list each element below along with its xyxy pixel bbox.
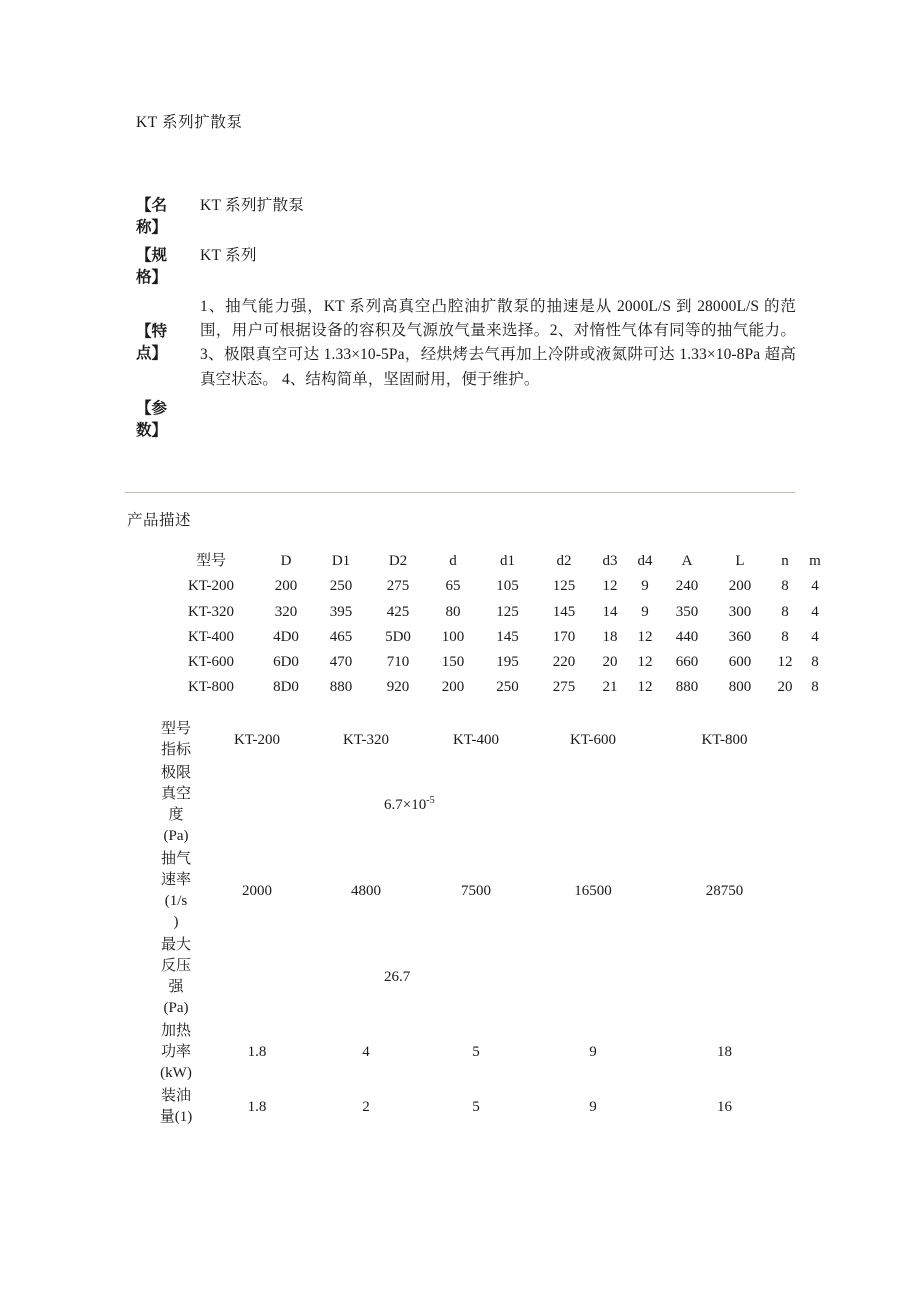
spec-cell: 4 [362,1044,370,1060]
spec-row-label-line: (kW) [160,1065,192,1081]
spec-cell: 2 [362,1098,370,1115]
spec-merged-cell [202,762,795,848]
spec-cell: 5 [472,1044,480,1060]
dim-cell: KT-800 [187,679,235,696]
table-row [163,574,828,599]
dim-cell: 320 [274,603,298,620]
dim-header-D2: D2 [388,553,408,569]
product-info-block [136,195,796,448]
dim-cell: 5D0 [385,628,411,645]
spec-merged-value-exponent: -5 [426,794,435,806]
dim-header-d: d [449,553,457,569]
spec-row-label-line: 速率 [160,872,191,888]
spec-row-label [150,848,202,934]
spec-row-pumping-speed [150,848,795,934]
dim-cell: 200 [274,578,298,595]
spec-cell: 28750 [705,882,744,899]
dim-cell: 240 [675,578,699,595]
dim-cell: 200 [728,578,752,595]
spec-row-label-line: (1/s [164,893,188,909]
spec-row-label-line: 度 [168,807,184,823]
dim-cell: 440 [675,628,699,645]
spec-row-label [150,934,202,1020]
spec-row-label-line: 极限 [160,765,191,781]
spec-row-oil-charge [150,1085,795,1129]
dim-header-A: A [681,553,693,569]
dim-cell: 12 [637,679,653,696]
info-row-features [136,295,796,392]
spec-model-header: KT-400 [452,731,500,748]
dim-header-L: L [735,553,745,569]
dim-cell: 9 [641,578,649,595]
spec-row-label-line: 装油 [160,1088,191,1104]
dim-cell: 18 [602,628,618,645]
dim-cell: 8 [811,679,819,696]
spec-cell: 16500 [574,882,612,899]
dim-cell: 300 [728,603,752,620]
dim-cell: KT-400 [187,628,235,645]
spec-merged-value-base: 6.7×10 [384,796,427,813]
dim-cell: 145 [552,603,576,620]
spec-merged-value [202,795,795,816]
dim-cell: 105 [496,578,519,595]
spec-cell: 1.8 [247,1098,267,1115]
dim-cell: 125 [552,578,576,595]
dim-cell: 880 [675,679,699,696]
spec-row-label [150,1085,202,1129]
dim-cell: 600 [728,654,752,670]
dim-cell: 150 [441,654,465,670]
dim-cell: 14 [602,603,618,620]
dim-cell: 350 [675,603,699,620]
spec-corner-label-line: 型号 [160,721,191,737]
spec-row-label-line: (Pa) [163,828,189,844]
spec-cell: 9 [589,1044,597,1060]
dim-cell: 8 [811,654,819,670]
dim-cell: 12 [637,628,653,645]
dim-cell: 4 [811,578,819,595]
spec-row-label-line: 功率 [160,1044,191,1060]
dim-header-D1: D1 [331,553,351,569]
dim-header-m: m [809,553,821,569]
dim-cell: KT-200 [187,578,235,595]
spec-row-label-line: 最大 [160,937,191,953]
dim-cell: 100 [441,628,465,645]
dim-cell: 9 [641,603,649,620]
spec-model-header: KT-320 [342,731,390,748]
table-row [163,600,828,625]
dim-cell: 275 [552,679,576,696]
spec-model-header: KT-600 [569,731,617,748]
spec-row-label-line: 量(1) [159,1109,193,1125]
dim-cell: 4 [811,603,819,620]
dim-cell: 80 [445,603,461,620]
info-row-name [136,195,796,239]
spec-header-row [150,718,795,762]
spec-model-header: KT-200 [233,731,281,748]
info-label-spec: 【规格】 [136,247,168,286]
dim-cell: 250 [329,578,353,595]
dim-cell: 65 [445,578,461,595]
spec-row-heating-power [150,1020,795,1085]
dim-cell: KT-600 [187,654,235,670]
dim-header-d4: d4 [637,553,653,569]
dim-cell: 20 [602,654,618,670]
dim-cell: 470 [329,654,353,670]
dim-cell: 800 [728,679,752,696]
spec-row-label-line: (Pa) [163,1000,189,1016]
dim-cell: 4 [811,628,819,645]
info-label-features: 【特点】 [136,323,168,363]
info-value-spec: KT 系列 [200,247,257,264]
info-label-parameters: 【参数】 [136,399,168,439]
specification-table [150,718,795,1129]
dim-cell: 660 [675,654,699,670]
section-divider [125,492,795,494]
info-label-name: 【名称】 [136,197,168,236]
spec-row-label [150,1020,202,1085]
dim-cell: 12 [637,654,653,670]
table-header-row [163,549,828,574]
dim-cell: 395 [329,603,353,620]
spec-merged-value-base: 26.7 [384,968,411,985]
spec-merged-cell [202,934,795,1020]
info-row-spec [136,245,796,289]
dim-cell: 710 [386,654,410,670]
info-value-name: KT 系列扩散泵 [200,197,305,214]
spec-cell: 5 [472,1098,480,1115]
dim-cell: 465 [329,628,353,645]
dim-cell: 12 [602,578,618,595]
spec-merged-value [202,967,795,988]
dim-cell: 8D0 [273,679,299,696]
spec-cell: 16 [717,1098,732,1115]
dim-cell: 220 [552,654,576,670]
spec-cell: 2000 [242,882,272,899]
dim-cell: 8 [781,628,789,645]
dim-cell: 125 [496,603,519,620]
spec-row-label [150,762,202,848]
spec-row-label-line: 反压 [160,958,191,974]
dim-cell: KT-320 [187,603,235,620]
spec-corner-label-line: 指标 [160,742,191,758]
spec-row-max-backing-pressure [150,934,795,1020]
dim-header-d3: d3 [602,553,618,569]
spec-cell: 7500 [461,882,491,899]
dim-cell: 12 [777,654,793,670]
page-title: KT 系列扩散泵 [136,114,243,131]
spec-cell: 9 [589,1098,597,1115]
dim-cell: 145 [496,628,519,645]
spec-cell: 18 [717,1044,732,1060]
dim-header-d1: d1 [500,553,515,569]
table-row [163,625,828,650]
spec-model-header: KT-800 [701,731,748,748]
dim-cell: 200 [441,679,465,696]
spec-row-label-line: 抽气 [160,851,191,867]
dimension-table [163,549,828,701]
dim-cell: 275 [386,578,410,595]
info-value-features: 1、抽气能力强，KT 系列高真空凸腔油扩散泵的抽速是从 2000L/S 到 28000L/S 的范围，用户可根据设备的容积及气源放气量来选择。2、对惰性气体有同等的抽气能力。3、极限真空可达 1.33×10-5Pa，经烘烤去气再加上冷阱或液氮阱可达 1.33×10-8Pa 超高真空状态。 4、结构简单，坚固耐用，便于维护。 [200,298,796,388]
spec-row-ultimate-vacuum [150,762,795,848]
dim-cell: 195 [496,654,519,670]
dim-cell: 880 [329,679,353,696]
spec-row-label-line: 真空 [160,786,191,802]
spec-cell: 4800 [351,882,381,899]
spec-row-label-line: 强 [168,979,184,995]
dim-cell: 21 [602,679,618,696]
dim-cell: 4D0 [273,628,299,645]
spec-row-label-line: 加热 [160,1023,191,1039]
dim-cell: 425 [386,603,410,620]
spec-cell: 1.8 [247,1044,267,1060]
spec-row-label-line: ) [173,914,179,930]
section-heading-product-description: 产品描述 [127,512,192,529]
dim-header-d2: d2 [556,553,572,569]
table-row [163,675,828,700]
dim-cell: 6D0 [273,654,299,670]
dim-cell: 250 [496,679,519,696]
dim-cell: 360 [728,628,752,645]
dim-header-n: n [781,553,789,569]
dim-cell: 8 [781,578,789,595]
dim-cell: 170 [552,628,576,645]
dim-header-model: 型号 [195,553,226,569]
dim-cell: 920 [386,679,410,696]
info-row-parameters [136,398,796,442]
spec-corner-label [150,718,202,762]
dim-cell: 20 [777,679,793,696]
dim-cell: 8 [781,603,789,620]
table-row [163,650,828,675]
dim-header-D: D [280,553,292,569]
